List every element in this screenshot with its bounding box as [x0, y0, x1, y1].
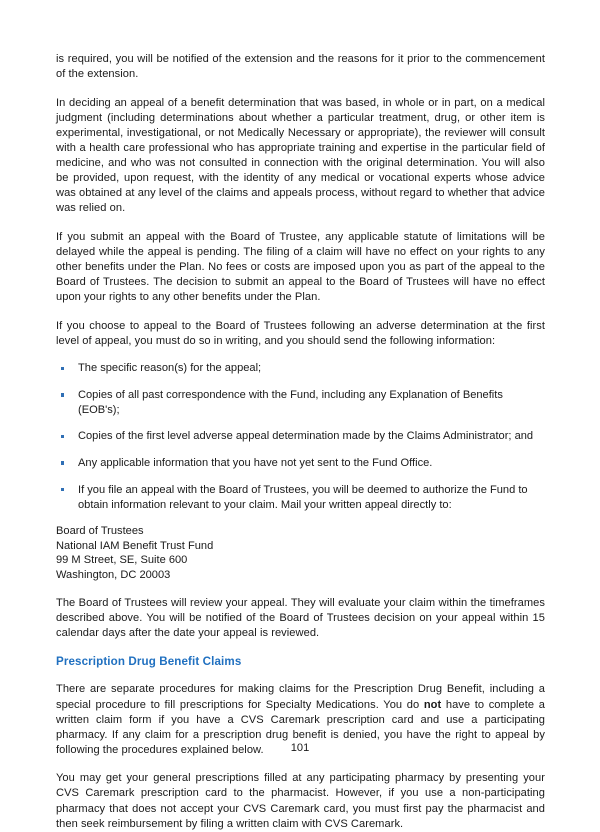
list-item — [56, 483, 545, 513]
page-content — [56, 52, 545, 832]
list-item-text: The specific reason(s) for the appeal; — [78, 362, 262, 375]
list-item-text: Copies of all past correspondence with the Fund, including any Explanation of Benefits (EOB's); — [78, 388, 503, 416]
list-item — [56, 456, 545, 471]
paragraph-medical-judgment-appeal: In deciding an appeal of a benefit determination that was based, in whole or in part, on a medical judgment (including determinations about whether a particular treatment, drug, or other item is experimental, investigational, or not Medically Necessary or appropriate), the reviewer will consult with a health care professional who has appropriate training and expertise in the particular field of medicine, and who was not consulted in connection with the original determination. You will also be provided, upon request, with the identity of any medical or vocational experts whose advice was obtained at any level of the claims and appeals process, without regard to whether that advice was relied on. — [56, 96, 545, 215]
paragraph-board-review-timeline: The Board of Trustees will review your appeal. They will evaluate your claim within the timeframes described above. You will be notified of the Board of Trustees decision on your appeal within 15 calendar days after the date your appeal is reviewed. — [56, 596, 545, 639]
address-line-street: 99 M Street, SE, Suite 600 — [56, 554, 188, 567]
list-item-text: If you file an appeal with the Board of Trustees, you will be deemed to authorize the Fund to obtain information relevant to your claim. Mail your written appeal directly to: — [78, 483, 528, 511]
paragraph-prescription-part1: There are separate procedures for making claims for the Prescription Drug Benefit, including a special procedure to fill prescriptions for Specialty Medications. You do — [56, 683, 545, 711]
paragraph-prescription-part2: have to complete a written claim form if you have a CVS Caremark prescription card and use a participating pharmacy. If any claim for a prescription drug benefit is denied, you have the right to appeal by following the procedures explained below. — [56, 698, 545, 756]
paragraph-appeal-instructions: If you choose to appeal to the Board of Trustees following an adverse determination at the first level of appeal, you must do so in writing, and you should send the following information: — [56, 319, 545, 347]
heading-prescription-drug-benefit-claims: Prescription Drug Benefit Claims — [56, 655, 242, 669]
bullet-square-icon — [61, 461, 64, 464]
address-line-fund: National IAM Benefit Trust Fund — [56, 539, 214, 552]
page-number: 101 — [290, 742, 310, 754]
list-item — [56, 388, 545, 418]
address-line-city-state-zip: Washington, DC 20003 — [56, 569, 171, 582]
paragraph-statute-of-limitations: If you submit an appeal with the Board of Trustee, any applicable statute of limitations will be delayed while the appeal is pending. The filing of a claim will have no effect on your rights to any other benefits under the Plan. No fees or costs are imposed upon you as part of the appeal to the Board of Trustees. The decision to submit an appeal to the Board of Trustees will have no effect upon your rights to any other benefits under the Plan. — [56, 230, 545, 304]
mailing-address-block — [56, 524, 545, 582]
bullet-square-icon — [61, 488, 64, 491]
bullet-square-icon — [61, 435, 64, 438]
list-item-text: Any applicable information that you have not yet sent to the Fund Office. — [78, 456, 433, 469]
bullet-square-icon — [61, 367, 64, 370]
list-item — [56, 429, 545, 444]
emphasis-not: not — [423, 698, 442, 711]
bullet-square-icon — [61, 393, 64, 396]
list-item — [56, 361, 545, 376]
list-item-text: Copies of the first level adverse appeal determination made by the Claims Administrator; and — [78, 430, 534, 443]
address-line-organization: Board of Trustees — [56, 525, 144, 538]
paragraph-pharmacy-reimbursement: You may get your general prescriptions filled at any participating pharmacy by presenting your CVS Caremark prescription card to the pharmacist. However, if you use a non-participating pharmacy that does not accept your CVS Caremark card, you must first pay the pharmacist and then seek reimbursement by filing a written claim with CVS Caremark. — [56, 772, 545, 830]
paragraph-extension-notice: is required, you will be notified of the extension and the reasons for it prior to the commencement of the extension. — [56, 53, 545, 81]
appeal-requirements-list — [56, 361, 545, 513]
